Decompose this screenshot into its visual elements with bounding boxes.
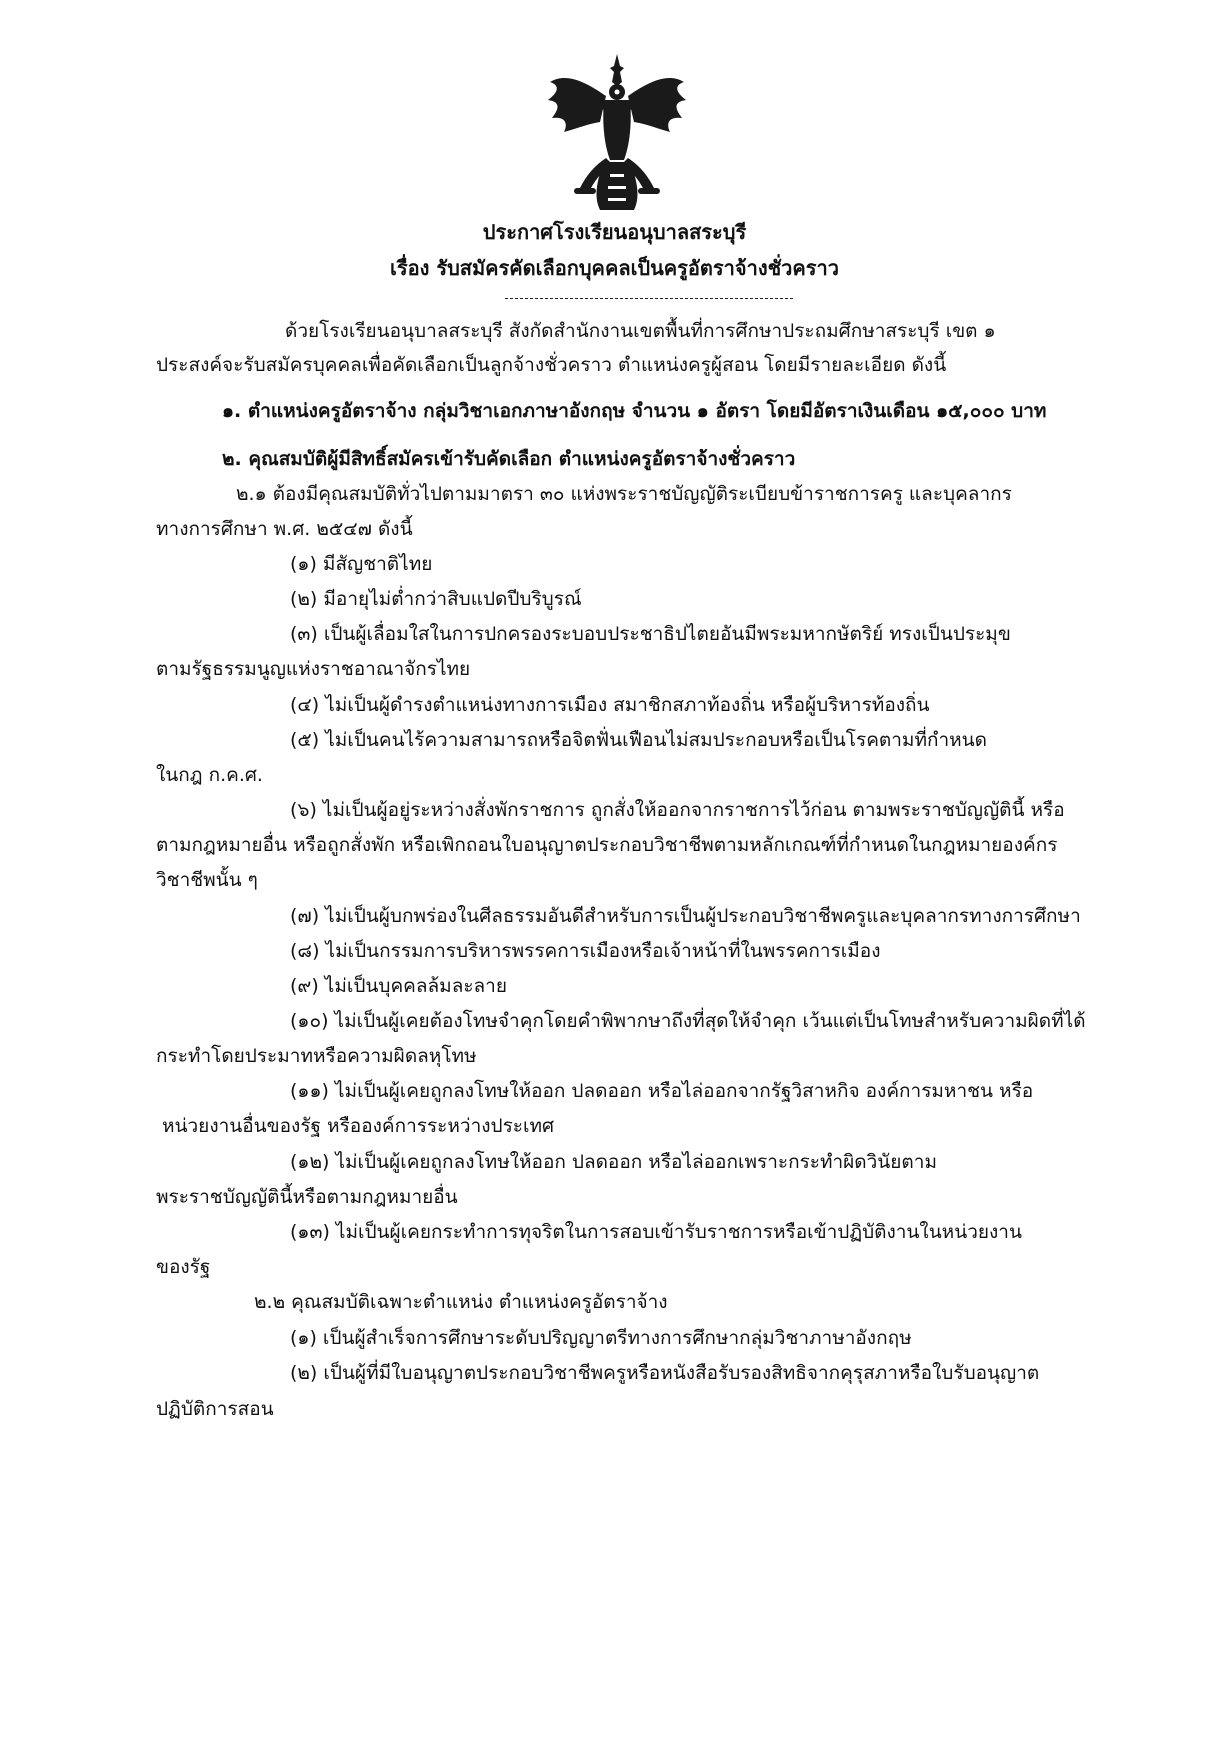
qualification-item-11: (๑๑) ไม่เป็นผู้เคยถูกลงโทษให้ออก ปลดออก หรือไล่ออกจากรัฐวิสาหกิจ องค์การมหาชน หรือ (290, 1080, 1034, 1102)
section-2-heading: ๒. คุณสมบัติผู้มีสิทธิ์สมัครเข้ารับคัดเลือก ตำแหน่งครูอัตราจ้างชั่วคราว (222, 448, 796, 470)
announcement-title: ประกาศโรงเรียนอนุบาลสระบุรี (482, 220, 747, 244)
announcement-subject: เรื่อง รับสมัครคัดเลือกบุคคลเป็นครูอัตราจ้างชั่วคราว (390, 256, 839, 280)
qualification-item-5-cont: ในกฎ ก.ค.ศ. (156, 764, 263, 786)
qualification-item-3-cont: ตามรัฐธรรมนูญแห่งราชอาณาจักรไทย (156, 658, 471, 680)
section-1-heading: ๑. ตำแหน่งครูอัตราจ้าง กลุ่มวิชาเอกภาษาอังกฤษ จำนวน ๑ อัตรา โดยมีอัตราเงินเดือน ๑๕,๐๐๐ บาท (222, 400, 1047, 422)
title-separator (505, 298, 793, 299)
qualification-item-10-cont: กระทำโดยประมาทหรือความผิดลหุโทษ (156, 1045, 477, 1067)
qualification-item-7: (๗) ไม่เป็นผู้บกพร่องในศีลธรรมอันดีสำหรับการเป็นผู้ประกอบวิชาชีพครูและบุคลากรทางการศึกษา (290, 905, 1081, 927)
qualification-item-13-cont: ของรัฐ (156, 1256, 211, 1278)
garuda-emblem-icon (546, 52, 688, 214)
specific-qualification-2: (๒) เป็นผู้ที่มีใบอนุญาตประกอบวิชาชีพครูหรือหนังสือรับรองสิทธิจากคุรุสภาหรือใบรับอนุญาต (290, 1362, 1040, 1384)
qualification-item-12: (๑๒) ไม่เป็นผู้เคยถูกลงโทษให้ออก ปลดออก หรือไล่ออกเพราะกระทำผิดวินัยตาม (290, 1151, 937, 1173)
qualification-item-9: (๙) ไม่เป็นบุคคลล้มละลาย (290, 975, 507, 997)
section-2-1-line-2: ทางการศึกษา พ.ศ. ๒๕๔๗ ดังนี้ (156, 518, 413, 540)
qualification-item-6-cont-1: ตามกฎหมายอื่น หรือถูกสั่งพัก หรือเพิกถอนใบอนุญาตประกอบวิชาชีพตามหลักเกณฑ์ที่กำหนดในกฎหมายองค์กร (156, 834, 1058, 856)
intro-line-1: ด้วยโรงเรียนอนุบาลสระบุรี สังกัดสำนักงานเขตพื้นที่การศึกษาประถมศึกษาสระบุรี เขต ๑ (285, 320, 996, 342)
qualification-item-2: (๒) มีอายุไม่ต่ำกว่าสิบแปดปีบริบูรณ์ (290, 588, 582, 610)
qualification-item-5: (๕) ไม่เป็นคนไร้ความสามารถหรือจิตฟั่นเฟือนไม่สมประกอบหรือเป็นโรคตามที่กำหนด (290, 729, 987, 751)
specific-qualification-2-cont: ปฏิบัติการสอน (156, 1398, 274, 1420)
qualification-item-10: (๑๐) ไม่เป็นผู้เคยต้องโทษจำคุกโดยคำพิพากษาถึงที่สุดให้จำคุก เว้นแต่เป็นโทษสำหรับความผิดที่ได้ (290, 1010, 1086, 1032)
qualification-item-3: (๓) เป็นผู้เลื่อมใสในการปกครองระบอบประชาธิปไตยอันมีพระมหากษัตริย์ ทรงเป็นประมุข (290, 623, 1011, 645)
qualification-item-13: (๑๓) ไม่เป็นผู้เคยกระทำการทุจริตในการสอบเข้ารับราชการหรือเข้าปฏิบัติงานในหน่วยงาน (290, 1221, 1022, 1243)
qualification-item-4: (๔) ไม่เป็นผู้ดำรงตำแหน่งทางการเมือง สมาชิกสภาท้องถิ่น หรือผู้บริหารท้องถิ่น (290, 694, 930, 716)
qualification-item-11-cont: หน่วยงานอื่นของรัฐ หรือองค์การระหว่างประเทศ (162, 1115, 555, 1137)
specific-qualification-1: (๑) เป็นผู้สำเร็จการศึกษาระดับปริญญาตรีทางการศึกษากลุ่มวิชาภาษาอังกฤษ (290, 1327, 912, 1349)
intro-line-2: ประสงค์จะรับสมัครบุคคลเพื่อคัดเลือกเป็นลูกจ้างชั่วคราว ตำแหน่งครูผู้สอน โดยมีรายละเอียด ดังนี้ (156, 354, 947, 376)
qualification-item-8: (๘) ไม่เป็นกรรมการบริหารพรรคการเมืองหรือเจ้าหน้าที่ในพรรคการเมือง (290, 940, 881, 962)
qualification-item-1: (๑) มีสัญชาติไทย (290, 553, 433, 575)
qualification-item-6: (๖) ไม่เป็นผู้อยู่ระหว่างสั่งพักราชการ ถูกสั่งให้ออกจากราชการไว้ก่อน ตามพระราชบัญญัตินี้ หรือ (290, 799, 1065, 821)
qualification-item-12-cont: พระราชบัญญัตินี้หรือตามกฎหมายอื่น (156, 1186, 458, 1208)
section-2-2-heading: ๒.๒ คุณสมบัติเฉพาะตำแหน่ง ตำแหน่งครูอัตราจ้าง (254, 1291, 668, 1313)
section-2-1-line-1: ๒.๑ ต้องมีคุณสมบัติทั่วไปตามมาตรา ๓๐ แห่งพระราชบัญญัติระเบียบข้าราชการครู และบุคลากร (236, 483, 1012, 505)
qualification-item-6-cont-2: วิชาชีพนั้น ๆ (156, 869, 258, 891)
